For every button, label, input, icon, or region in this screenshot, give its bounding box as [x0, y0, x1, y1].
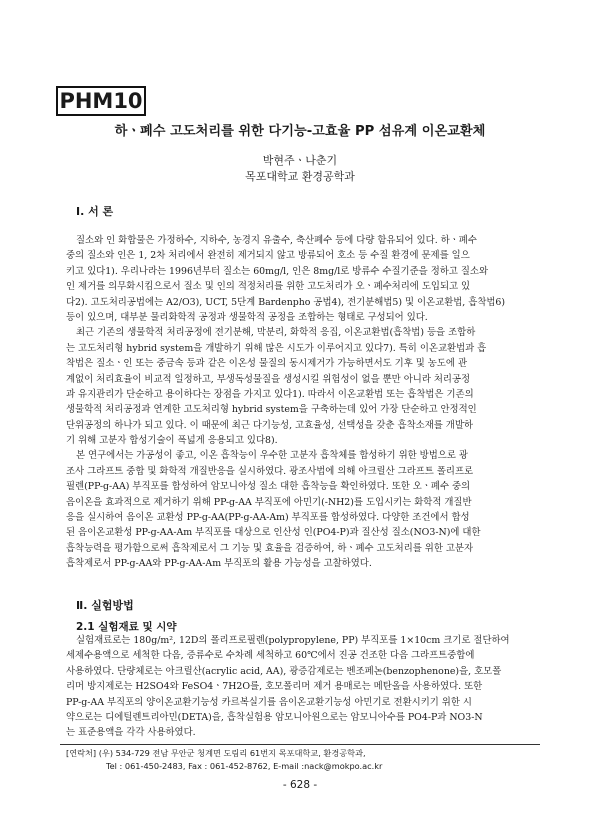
text-line: 리머 방지제로는 H2SO4와 FeSO4ㆍ7H2O를, 호모폴리머 제거 용매로는 메탄올을 사용하였다. 또한	[66, 681, 483, 693]
text-line: 본 연구에서는 가공성이 좋고, 이온 흡착능이 우수한 고분자 흡착체를 합성하기 위한 방법으로 광	[76, 450, 468, 462]
text-line: 키고 있다1). 우리나라는 1996년부터 질소는 60mg/l, 인은 8mg/l로 방류수 수질기준을 정하고 질소와	[66, 265, 489, 277]
text-line: 최근 기존의 생물학적 처리공정에 전기분해, 막분리, 화학적 응집, 이온교환법(흡착법) 등을 조합하	[76, 327, 476, 339]
paper-code-badge: PHM10	[56, 86, 146, 116]
paper-affiliation: 목포대학교 환경공학과	[245, 170, 355, 183]
text-line: 필렌(PP-g-AA) 부직포를 합성하여 암모니아성 질소 대한 흡착능을 확인하였다. 또한 오ㆍ폐수 중의	[66, 481, 471, 493]
text-line: 인 제거를 의무화시킴으로서 질소 및 인의 적정처리를 위한 고도처리가 오ㆍ폐수처리에 도입되고 있	[66, 281, 471, 293]
paper-title: 하ㆍ폐수 고도처리를 위한 다기능-고효율 PP 섬유계 이온교환체	[114, 124, 486, 139]
subsection-heading-materials: 2.1 실험재료 및 시약	[76, 621, 177, 633]
section-heading-introduction: Ⅰ. 서 론	[76, 205, 114, 218]
text-line: 단위공정의 하나가 되고 있다. 이 때문에 최근 다기능성, 고효율성, 선택성을 갖춘 흡착소재를 개발하	[66, 419, 473, 431]
text-line: 계없이 처리효율이 비교적 일정하고, 부생독성물질을 생성시킬 위험성이 없을 뿐만 아니라 처리공정	[66, 373, 471, 385]
text-line: 는 고도처리형 hybrid system을 개발하기 위해 많은 시도가 이루어지고 있다7). 특히 이온교환법과 흡	[66, 342, 487, 354]
paper-authors: 박현주ㆍ나춘기	[262, 154, 338, 167]
text-line: 다2). 고도처리공법에는 A2/O3), UCT, 5단계 Bardenpho 공법4), 전기분해법5) 및 이온교환법, 흡착법6)	[66, 296, 506, 308]
text-line: 실험재료로는 180g/m², 12D의 폴리프로필렌(polypropylene, PP) 부직포를 1×10cm 크기로 절단하여	[76, 635, 510, 646]
text-line: 는 표준용액을 각각 사용하였다.	[66, 727, 196, 739]
text-line: 착법은 질소ㆍ인 또는 중금속 등과 같은 이온성 물질의 동시제거가 가능하면서도 기후 및 농도에 관	[66, 358, 467, 370]
footer-divider	[60, 744, 540, 745]
introduction-body	[66, 233, 534, 572]
text-line: 생물학적 처리공정과 연계한 고도처리형 hybrid system을 구축하는데 있어 가장 단순하고 안정적인	[66, 404, 477, 416]
text-line: 중의 질소와 인은 1, 2차 처리에서 완전히 제거되지 않고 방류되어 호소 등 수질 환경에 문제를 일으	[66, 250, 470, 262]
page-number: - 628 -	[282, 779, 318, 791]
text-line: 흡착제로서 PP-g-AA와 PP-g-AA-Am 부직포의 활용 가능성을 고찰하였다.	[66, 558, 372, 570]
text-line: 과 유지관리가 단순하고 용이하다는 장점을 가지고 있다1). 따라서 이온교환법 또는 흡착법은 기존의	[66, 388, 474, 400]
materials-body	[66, 633, 534, 741]
text-line: 세제수용액으로 세척한 다음, 증류수로 수차례 세척하고 60℃에서 진공 건조한 다음 그라프트중합에	[66, 650, 475, 662]
text-line: 흡착능력을 평가함으로써 흡착제로서 그 기능 및 효율을 검증하여, 하ㆍ폐수 고도처리를 위한 고분자	[66, 542, 474, 554]
footer-contact-address: [연락처] (우) 534-729 전남 무안군 청계면 도림리 61번지 목포대학교, 환경공학과,	[66, 748, 366, 758]
text-line: 음이온을 효과적으로 제거하기 위해 PP-g-AA 부직포에 아민기(-NH2)를 도입시키는 화학적 개질반	[66, 496, 472, 508]
text-line: 사용하였다. 단량체로는 아크릴산(acrylic acid, AA), 광증감제로는 벤조페논(benzophenone)을, 호모폴	[66, 665, 502, 677]
footer-contact-phone-email: Tel : 061-450-2483, Fax : 061-452-8762, E-mail :nack@mokpo.ac.kr	[106, 761, 383, 771]
text-line: 등이 있으며, 대부분 물리화학적 공정과 생물학적 공정을 조합하는 형태로 구성되어 있다.	[66, 311, 428, 323]
section-heading-methods: Ⅱ. 실험방법	[76, 599, 134, 612]
text-line: 기 위해 고분자 합성기술이 폭넓게 응용되고 있다8).	[66, 435, 278, 447]
text-line: 약으로는 디에틸렌트리아민(DETA)을, 흡착실험용 암모니아원으로는 암모니아수를 PO4-P과 NO3-N	[66, 711, 483, 723]
text-line: 조사 그라프트 중합 및 화학적 개질반응을 실시하였다. 광조사법에 의해 아크릴산 그라프트 폴리프로	[66, 465, 474, 477]
text-line: PP-g-AA 부직포의 양이온교환기능성 카르복실기를 음이온교환기능성 아민기로 전환시키기 위한 시	[66, 696, 472, 708]
text-line: 응을 실시하여 음이온 교환성 PP-g-AA(PP-g-AA-Am) 부직포를 합성하였다. 다양한 조건에서 합성	[66, 512, 470, 524]
text-line: 질소와 인 화합물은 가정하수, 지하수, 농경지 유출수, 축산폐수 등에 다량 함유되어 있다. 하ㆍ폐수	[76, 235, 477, 246]
text-line: 된 음이온교환성 PP-g-AA-Am 부직포를 대상으로 인산성 인(PO4-P)과 질산성 질소(NO3-N)에 대한	[66, 527, 481, 539]
